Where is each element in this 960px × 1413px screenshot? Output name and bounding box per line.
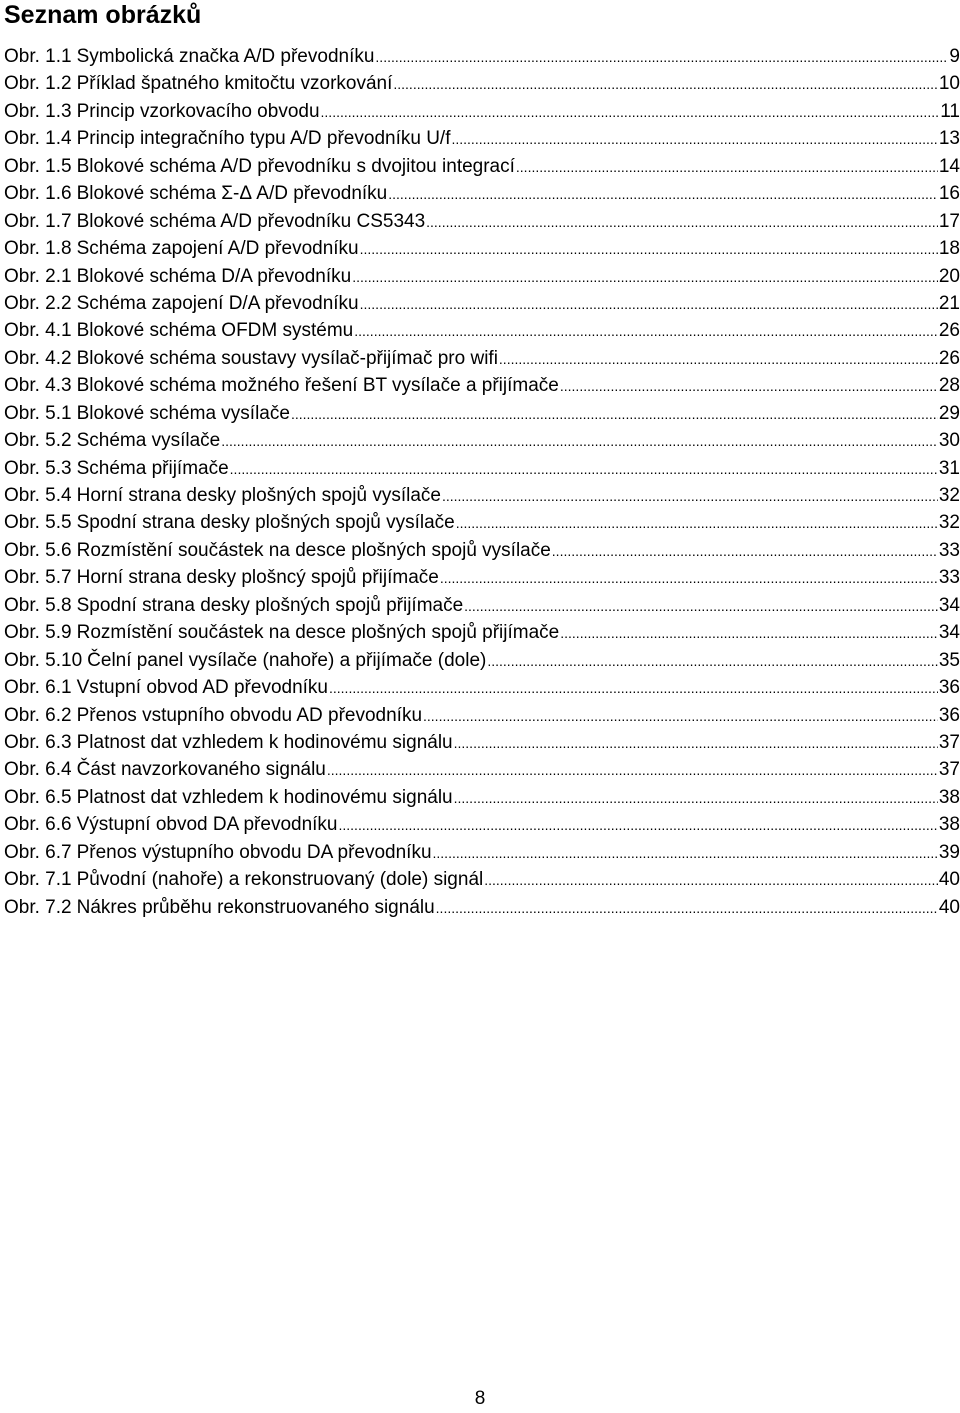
toc-entry[interactable] (4, 564, 960, 591)
figure-number: Obr. 6.4 (4, 759, 72, 781)
dot-leader (454, 785, 938, 812)
page-reference: 14 (938, 155, 960, 177)
dot-leader (426, 209, 938, 236)
dot-leader (327, 757, 938, 784)
toc-entry-text (4, 290, 359, 317)
toc-entry[interactable] (4, 263, 960, 290)
page-reference: 34 (938, 594, 960, 616)
toc-entry[interactable] (4, 702, 960, 729)
page-reference: 40 (938, 896, 960, 918)
figure-number: Obr. 4.3 (4, 375, 72, 397)
dot-leader (560, 373, 938, 400)
figure-caption: Rozmístění součástek na desce plošných spojů přijímače (76, 622, 560, 644)
page-reference: 17 (938, 210, 960, 232)
figure-caption: Výstupní obvod DA převodníku (76, 814, 338, 836)
toc-entry-text (4, 235, 359, 262)
toc-entry[interactable] (4, 482, 960, 509)
dot-leader (375, 44, 948, 71)
figure-caption: Blokové schéma soustavy vysílač-přijímač pro wifi (76, 347, 498, 369)
page-reference: 33 (938, 567, 960, 589)
figure-number: Obr. 5.7 (4, 567, 72, 589)
figure-number: Obr. 5.8 (4, 594, 72, 616)
toc-entry-text (4, 43, 374, 70)
toc-entry-text (4, 482, 441, 509)
page-reference: 38 (938, 814, 960, 836)
list-of-figures (4, 43, 960, 921)
page-reference: 9 (949, 46, 960, 67)
figure-caption: Blokové schéma A/D převodníku CS5343 (76, 210, 426, 232)
page-reference: 28 (938, 375, 960, 397)
toc-entry[interactable] (4, 43, 960, 70)
figure-caption: Nákres průběhu rekonstruovaného signálu (76, 896, 435, 918)
page-reference: 32 (938, 485, 960, 506)
toc-entry-text (4, 811, 338, 838)
dot-leader (440, 565, 938, 592)
figure-caption: Schéma zapojení D/A převodníku (76, 292, 359, 314)
figure-number: Obr. 5.4 (4, 485, 72, 506)
figure-caption: Blokové schéma D/A převodníku (76, 265, 352, 287)
page-reference: 11 (940, 100, 960, 122)
toc-entry-text (4, 592, 463, 619)
toc-entry[interactable] (4, 208, 960, 235)
dot-leader (388, 181, 938, 208)
toc-entry-text (4, 784, 453, 811)
dot-leader (352, 264, 938, 291)
page-reference: 34 (938, 622, 960, 644)
toc-entry-text (4, 866, 483, 893)
toc-entry-text (4, 345, 498, 372)
figure-caption: Symbolická značka A/D převodníku (76, 46, 375, 67)
dot-leader (451, 126, 937, 153)
toc-entry-text (4, 674, 328, 701)
page-reference: 35 (938, 649, 960, 671)
toc-entry-text (4, 372, 559, 399)
toc-entry-text (4, 564, 439, 591)
toc-entry-text (4, 153, 515, 180)
figure-number: Obr. 1.1 (4, 46, 72, 67)
page-reference: 38 (938, 786, 960, 808)
page-reference: 31 (938, 457, 960, 479)
figure-number: Obr. 5.1 (4, 402, 72, 424)
page-reference: 13 (938, 128, 960, 150)
page-reference: 16 (938, 183, 960, 205)
toc-entry[interactable] (4, 674, 960, 701)
toc-entry-text (4, 647, 486, 674)
figure-caption: Část navzorkovaného signálu (76, 759, 326, 781)
dot-leader (329, 675, 938, 702)
toc-entry-text (4, 317, 353, 344)
toc-entry[interactable] (4, 153, 960, 180)
toc-entry[interactable] (4, 647, 960, 674)
dot-leader (436, 895, 938, 922)
page-reference: 37 (938, 759, 960, 781)
toc-entry[interactable] (4, 455, 960, 482)
dot-leader (354, 318, 938, 345)
figure-caption: Vstupní obvod AD převodníku (76, 677, 328, 699)
figure-caption: Blokové schéma OFDM systému (76, 320, 354, 342)
toc-entry[interactable] (4, 400, 960, 427)
dot-leader (560, 620, 938, 647)
page-title: Seznam obrázků (4, 1, 202, 29)
figure-number: Obr. 1.8 (4, 238, 72, 260)
figure-number: Obr. 1.2 (4, 73, 72, 95)
figure-number: Obr. 6.3 (4, 731, 72, 753)
figure-caption: Přenos výstupního obvodu DA převodníku (76, 841, 432, 863)
toc-entry[interactable] (4, 235, 960, 262)
toc-entry-text (4, 839, 432, 866)
dot-leader (321, 99, 940, 126)
toc-entry[interactable] (4, 70, 960, 97)
figure-caption: Princip vzorkovacího obvodu (76, 100, 320, 122)
toc-entry[interactable] (4, 839, 960, 866)
toc-entry[interactable] (4, 290, 960, 317)
figure-caption: Platnost dat vzhledem k hodinovému signálu (76, 731, 453, 753)
dot-leader (552, 538, 938, 565)
figure-number: Obr. 6.2 (4, 704, 72, 726)
toc-entry[interactable] (4, 592, 960, 619)
dot-leader (291, 401, 938, 428)
page-reference: 21 (938, 292, 960, 314)
figure-caption: Blokové schéma možného řešení BT vysílače a přijímače (76, 375, 559, 397)
toc-entry[interactable] (4, 784, 960, 811)
figure-caption: Princip integračního typu A/D převodníku U/f (76, 128, 451, 150)
dot-leader (499, 346, 938, 373)
dot-leader (360, 236, 938, 263)
toc-entry[interactable] (4, 125, 960, 152)
toc-entry-text (4, 537, 551, 564)
figure-number: Obr. 6.5 (4, 786, 72, 808)
dot-leader (456, 510, 938, 537)
page-reference: 40 (938, 869, 960, 891)
figure-number: Obr. 6.6 (4, 814, 72, 836)
dot-leader (454, 730, 938, 757)
toc-entry-text (4, 208, 425, 235)
dot-leader (393, 71, 937, 98)
page-reference: 32 (938, 512, 960, 534)
figure-caption: Horní strana desky plošncý spojů přijímače (76, 567, 439, 589)
toc-entry-text (4, 729, 453, 756)
toc-entry-text (4, 125, 450, 152)
toc-entry[interactable] (4, 427, 960, 454)
figure-caption: Schéma zapojení A/D převodníku (76, 238, 359, 260)
page-number: 8 (474, 1388, 486, 1409)
figure-caption: Schéma vysílače (76, 430, 221, 452)
figure-caption: Příklad špatného kmitočtu vzorkování (76, 73, 393, 95)
toc-entry[interactable] (4, 317, 960, 344)
toc-entry-text (4, 263, 351, 290)
page-reference: 20 (938, 265, 960, 287)
dot-leader (516, 154, 938, 181)
figure-number: Obr. 5.3 (4, 457, 72, 479)
toc-entry-text (4, 427, 220, 454)
page-reference: 18 (938, 238, 960, 260)
figure-caption: Spodní strana desky plošných spojů vysílače (76, 512, 455, 534)
toc-entry[interactable] (4, 619, 960, 646)
figure-number: Obr. 7.1 (4, 869, 72, 891)
toc-entry-text (4, 619, 559, 646)
figure-caption: Horní strana desky plošných spojů vysílače (76, 485, 441, 506)
figure-caption: Spodní strana desky plošných spojů přijímače (76, 594, 464, 616)
toc-entry[interactable] (4, 894, 960, 921)
dot-leader (230, 456, 938, 483)
figure-number: Obr. 1.5 (4, 155, 72, 177)
dot-leader (339, 812, 938, 839)
figure-number: Obr. 1.4 (4, 128, 72, 150)
toc-entry-text (4, 702, 422, 729)
figure-caption: Platnost dat vzhledem k hodinovému signálu (76, 786, 453, 808)
figure-caption: Přenos vstupního obvodu AD převodníku (76, 704, 423, 726)
figure-number: Obr. 5.5 (4, 512, 72, 534)
figure-number: Obr. 2.2 (4, 292, 72, 314)
figure-number: Obr. 4.2 (4, 347, 72, 369)
figure-caption: Schéma přijímače (76, 457, 229, 479)
dot-leader (442, 483, 938, 510)
figure-caption: Čelní panel vysílače (nahoře) a přijímače (dole) (87, 649, 487, 671)
dot-leader (464, 593, 938, 620)
figure-number: Obr. 7.2 (4, 896, 72, 918)
page-reference: 36 (938, 704, 960, 726)
toc-entry-text (4, 70, 392, 97)
figure-number: Obr. 4.1 (4, 320, 72, 342)
figure-number: Obr. 5.6 (4, 539, 72, 561)
page-reference: 39 (938, 841, 960, 863)
page-reference: 30 (938, 430, 960, 452)
toc-entry[interactable] (4, 729, 960, 756)
page-reference: 33 (938, 539, 960, 561)
figure-caption: Původní (nahoře) a rekonstruovaný (dole) signál (76, 869, 484, 891)
toc-entry-text (4, 894, 435, 921)
dot-leader (360, 291, 938, 318)
page-reference: 29 (938, 402, 960, 424)
toc-entry[interactable] (4, 509, 960, 536)
toc-entry-text (4, 180, 387, 207)
toc-entry[interactable] (4, 372, 960, 399)
toc-entry[interactable] (4, 811, 960, 838)
figure-number: Obr. 5.9 (4, 622, 72, 644)
page-reference: 26 (938, 320, 960, 342)
figure-number: Obr. 6.7 (4, 841, 72, 863)
toc-entry[interactable] (4, 756, 960, 783)
figure-number: Obr. 2.1 (4, 265, 72, 287)
figure-number: Obr. 5.10 (4, 649, 83, 671)
figure-caption: Blokové schéma Σ-Δ A/D převodníku (76, 183, 388, 205)
toc-entry[interactable] (4, 345, 960, 372)
figure-caption: Blokové schéma vysílače (76, 402, 290, 424)
figure-number: Obr. 1.3 (4, 100, 72, 122)
dot-leader (433, 840, 938, 867)
dot-leader (423, 703, 938, 730)
dot-leader (221, 428, 938, 455)
figure-number: Obr. 1.6 (4, 183, 72, 205)
toc-entry-text (4, 400, 290, 427)
toc-entry[interactable] (4, 98, 960, 125)
toc-entry[interactable] (4, 537, 960, 564)
figure-number: Obr. 1.7 (4, 210, 72, 232)
page-reference: 10 (938, 73, 960, 95)
toc-entry-text (4, 98, 320, 125)
figure-number: Obr. 6.1 (4, 677, 72, 699)
page-reference: 26 (938, 347, 960, 369)
toc-entry-text (4, 756, 326, 783)
figure-caption: Blokové schéma A/D převodníku s dvojitou integrací (76, 155, 515, 177)
figure-number: Obr. 5.2 (4, 430, 72, 452)
toc-entry-text (4, 455, 229, 482)
toc-entry-text (4, 509, 455, 536)
dot-leader (487, 648, 938, 675)
page-reference: 37 (938, 731, 960, 753)
figure-caption: Rozmístění součástek na desce plošných spojů vysílače (76, 539, 551, 561)
toc-entry[interactable] (4, 866, 960, 893)
page-reference: 36 (938, 677, 960, 699)
toc-entry[interactable] (4, 180, 960, 207)
dot-leader (484, 867, 938, 894)
